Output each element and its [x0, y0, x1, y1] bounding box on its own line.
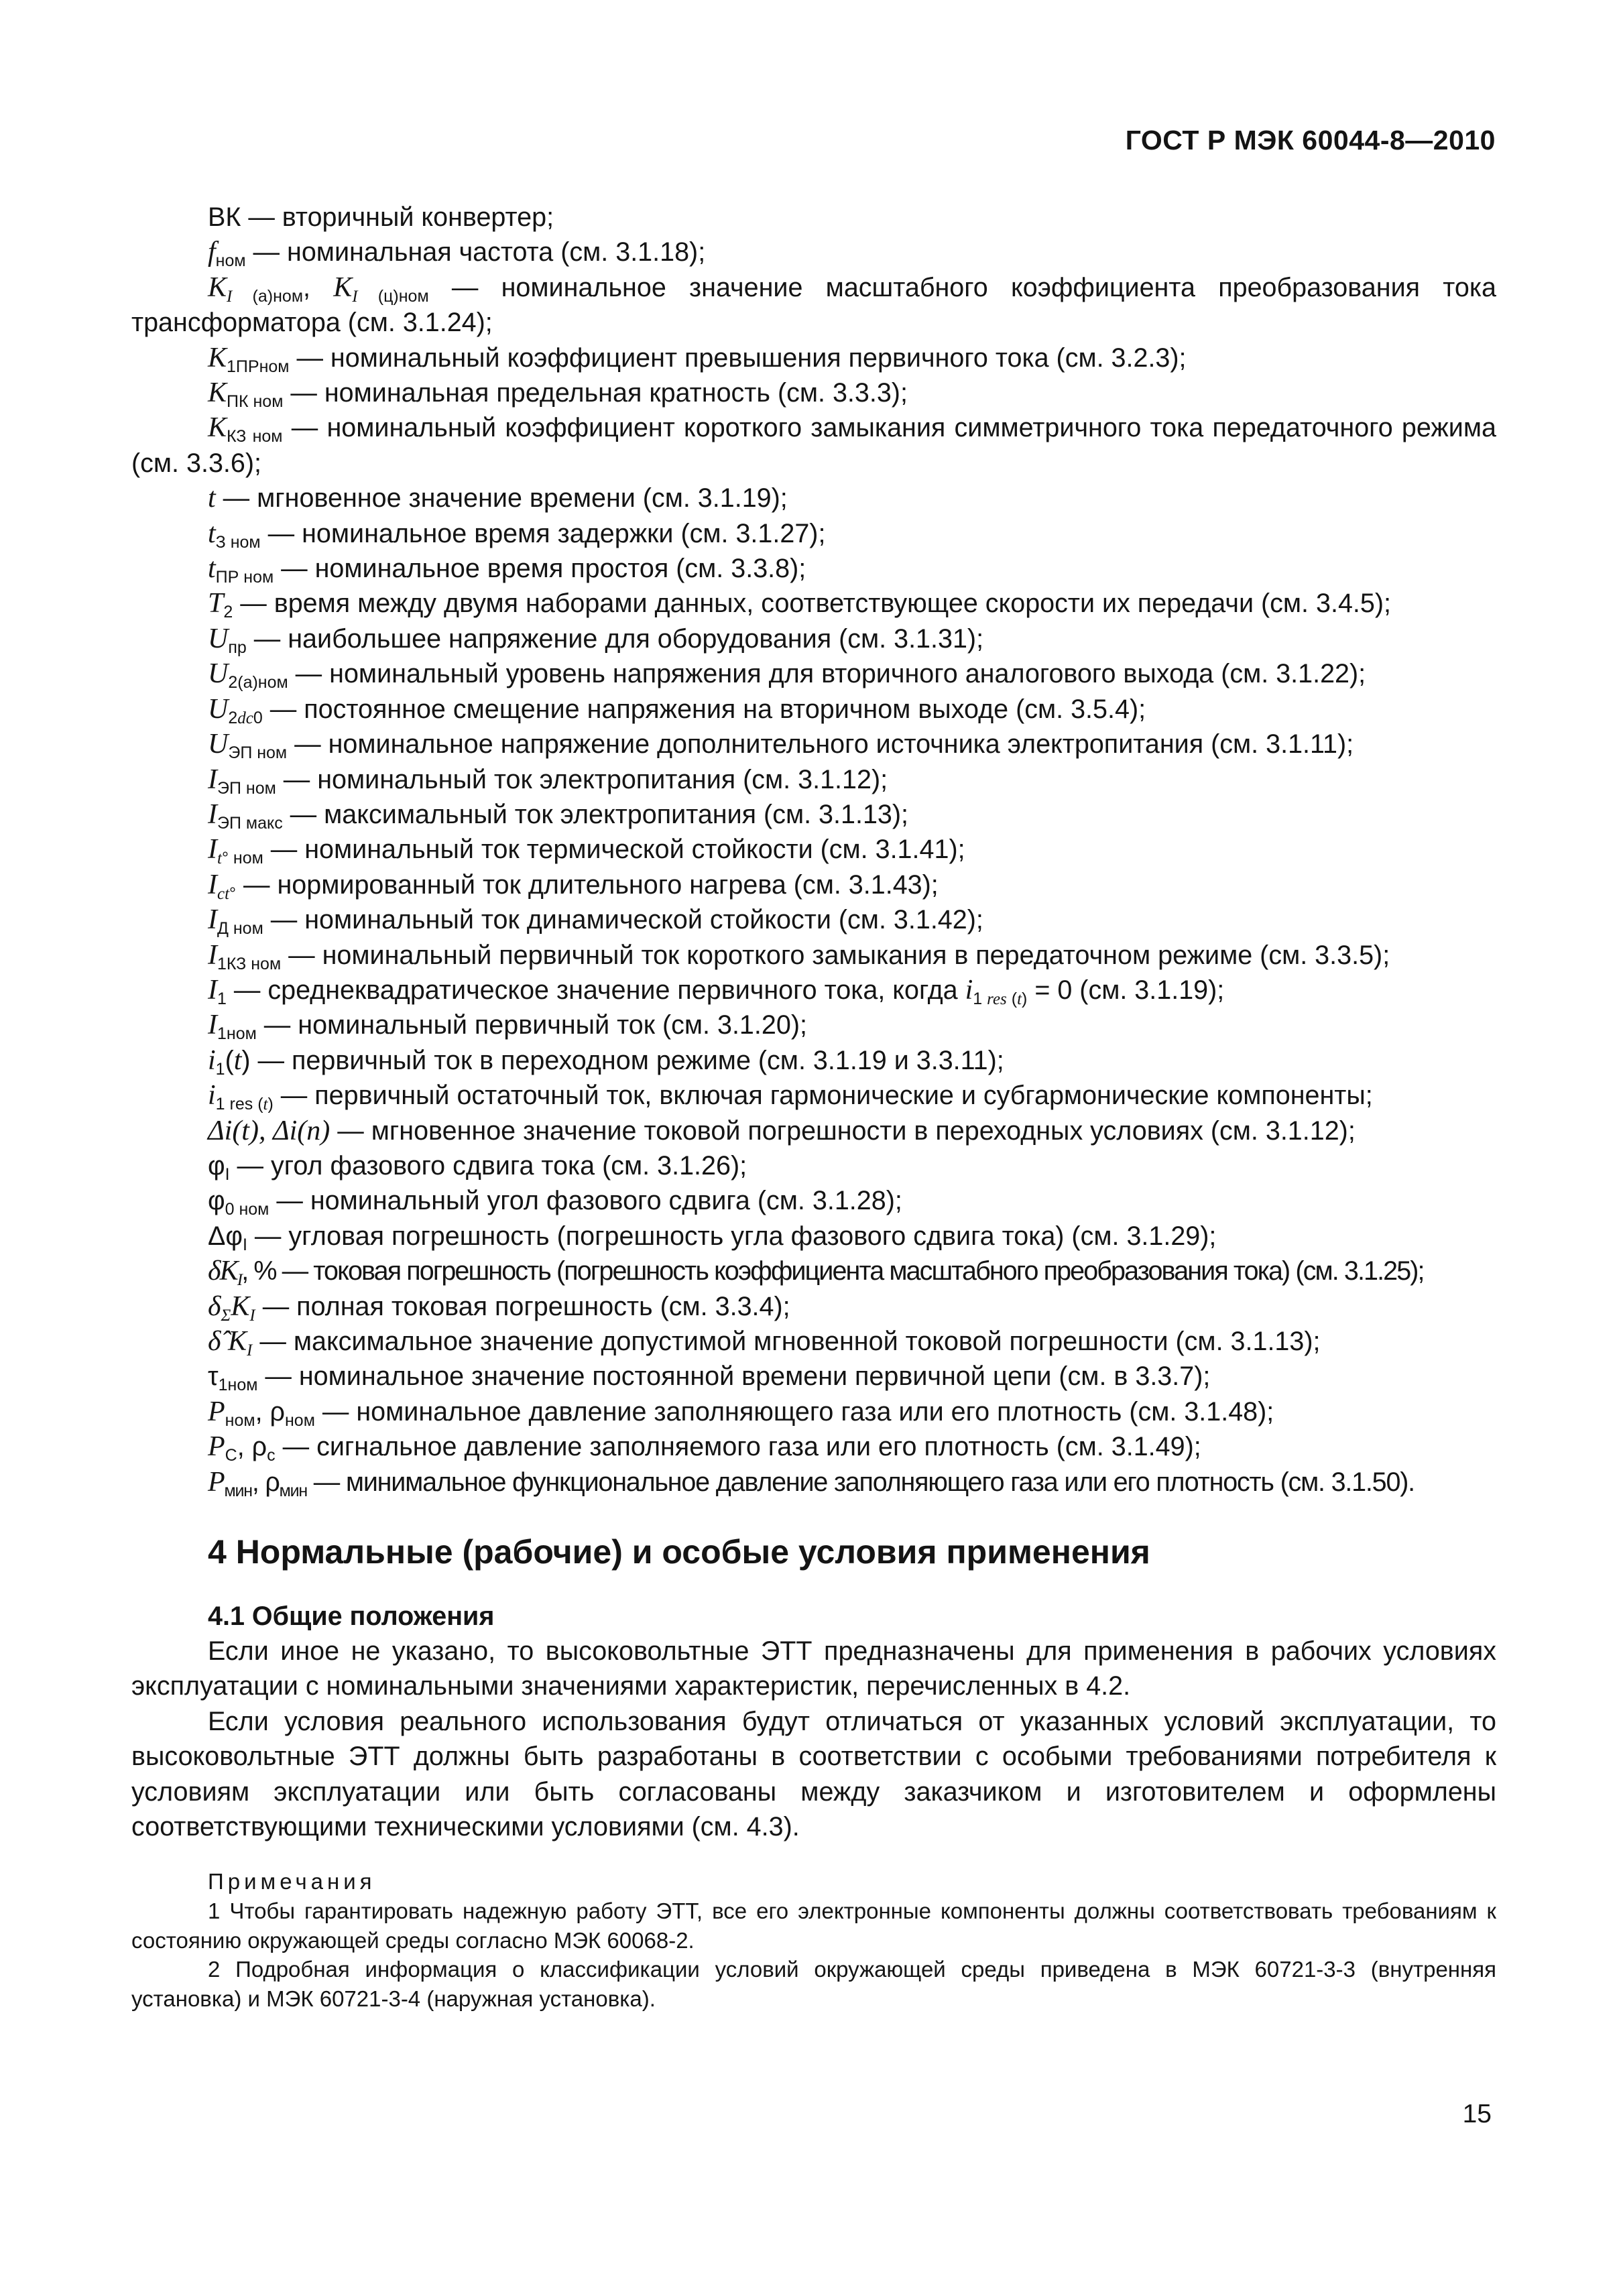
notes-heading: Примечания — [208, 1869, 376, 1894]
symbol-line: $I_{ЭП макс}$ — максимальный ток электропитания (см. 3.1.13); — [208, 798, 909, 833]
symbol-line: $\delta_\Sigma K_I$ — полная токовая погрешность (см. 3.3.4); — [208, 1290, 790, 1325]
note-2: 2 Подробная информация о классификации условий окружающей среды приведена в МЭК 60721-3-3 (внутренняя установка) и МЭК 60721-3-4 (наружная установка). — [131, 1957, 1496, 2011]
symbol-line: $t_{ПР ном}$ — номинальное время простоя (см. 3.3.8); — [208, 553, 806, 587]
section-4-1-paragraph-1: Если иное не указано, то высоковольтные ЭТТ предназначены для применения в рабочих условиях эксплуатации с номинальными значениями характеристик, перечисленных в 4.2. — [131, 1636, 1496, 1701]
symbol-line: $P_{мин}$, $\rho_{мин}$ — минимальное функциональное давление заполняющего газа или его плотность (см. 3.1.50). — [208, 1466, 1415, 1500]
section-4-1-paragraph-2: Если условия реального использования будут отличаться от указанных условий эксплуатации, то высоковольтные ЭТТ должны быть разработаны в соответствии с особыми требованиями потребителя к условиям эксплуатации или быть согласованы между заказчиком и изготовителем и оформлены соответствующими техническими условиями (см. 4.3). — [131, 1706, 1496, 1842]
symbol-line: $U_{ЭП ном}$ — номинальное напряжение дополнительного источника электропитания (см. 3.1.11); — [208, 729, 1354, 763]
symbol-line: $T_2$ — время между двумя наборами данных, соответствующее скорости их передачи (см. 3.4.5); — [208, 588, 1391, 622]
note-1: 1 Чтобы гарантировать надежную работу ЭТТ, все его электронные компоненты должны соответствовать требованиям к состоянию окружающей среды согласно МЭК 60068-2. — [131, 1898, 1496, 1953]
symbol-line: $K_{1ПРном}$ — номинальный коэффициент превышения первичного тока (см. 3.2.3); — [208, 342, 1187, 376]
section-4-heading: 4 Нормальные (рабочие) и особые условия применения — [208, 1533, 1150, 1571]
section-4-1-heading: 4.1 Общие положения — [208, 1602, 495, 1632]
symbol-line: $I_1$ — среднеквадратическое значение первичного тока, когда $i_{1 res (t)} = 0$ (см. 3.1.19); — [208, 974, 1225, 1008]
symbol-line: $I_{ct^\circ}$ — нормированный ток длительного нагрева (см. 3.1.43); — [208, 869, 939, 903]
symbol-line: $\delta K_I$, % — токовая погрешность (погрешность коэффициента масштабного преобразования тока) (см. 3.1.25); — [208, 1256, 1424, 1290]
page-content — [131, 200, 1496, 2013]
symbol-list — [131, 200, 1496, 1500]
symbol-line: $i_1(t)$ — первичный ток в переходном режиме (см. 3.1.19 и 3.3.11); — [208, 1044, 1004, 1079]
symbol-line: $\varphi_I$ — угол фазового сдвига тока (см. 3.1.26); — [208, 1150, 747, 1184]
symbol-line: $U_{2(а)ном}$ — номинальный уровень напряжения для вторичного аналогового выхода (см. 3.1.22); — [208, 658, 1366, 692]
symbol-line: $K_{I (а)ном}$, $K_{I (ц)ном}$ — номинальное значение масштабного коэффициента преобразования тока трансформатора (см. 3.1.24); — [131, 271, 1497, 338]
page-header: ГОСТ Р МЭК 60044-8—2010 — [1125, 125, 1496, 156]
symbol-line: $I_{Д ном}$ — номинальный ток динамической стойкости (см. 3.1.42); — [208, 904, 983, 939]
symbol-line: δ̂ $K_I$ — максимальное значение допустимой мгновенной токовой погрешности (см. 3.1.13); — [208, 1326, 1321, 1360]
symbol-line: $P_С$, $\rho_с$ — сигнальное давление заполняемого газа или его плотность (см. 3.1.49); — [208, 1431, 1201, 1465]
symbol-line: $\varphi_{0 ном}$ — номинальный угол фазового сдвига (см. 3.1.28); — [208, 1186, 902, 1219]
symbol-line: $U_{пр}$ — наибольшее напряжение для оборудования (см. 3.1.31); — [208, 623, 984, 657]
symbol-line: t — мгновенное значение времени (см. 3.1.19); — [208, 483, 788, 514]
symbol-line: $U_{2dc0}$ — постоянное смещение напряжения на вторичном выходе (см. 3.5.4); — [208, 693, 1146, 727]
symbol-line: $I_{1ном}$ — номинальный первичный ток (см. 3.1.20); — [208, 1010, 807, 1044]
page-number: 15 — [1462, 2100, 1492, 2128]
symbol-line: ВК — вторичный конвертер; — [208, 202, 554, 232]
symbol-line: $I_{ЭП ном}$ — номинальный ток электропитания (см. 3.1.12); — [208, 764, 888, 798]
symbol-line: $\tau_{1ном}$ — номинальное значение постоянной времени первичной цепи (см. в 3.3.7); — [208, 1362, 1211, 1395]
symbol-line: $f_{ном}$ — номинальная частота (см. 3.1.18); — [208, 237, 706, 271]
symbol-line: $I_{t^\circ ном}$ — номинальный ток термической стойкости (см. 3.1.41); — [208, 834, 965, 868]
symbol-line: $t_{З ном}$ — номинальное время задержки (см. 3.1.27); — [208, 518, 826, 552]
symbol-line: $I_{1КЗ ном}$ — номинальный первичный ток короткого замыкания в передаточном режиме (см. 3.3.5); — [208, 939, 1390, 973]
symbol-line: $i_{1 res (t)}$ — первичный остаточный ток, включая гармонические и субгармонические компоненты; — [208, 1080, 1373, 1114]
symbol-line: $K_{ПК ном}$ — номинальная предельная кратность (см. 3.3.3); — [208, 377, 908, 412]
symbol-line: Δi(t), Δi(n) — мгновенное значение токовой погрешности в переходных условиях (см. 3.1.12); — [208, 1115, 1356, 1146]
symbol-line: $P_{ном}$, $\rho_{ном}$ — номинальное давление заполняющего газа или его плотность (см. 3.1.48); — [208, 1396, 1274, 1430]
symbol-line: $\Delta\varphi_I$ — угловая погрешность (погрешность угла фазового сдвига тока) (см. 3.1.29); — [208, 1221, 1217, 1254]
symbol-line: $K_{КЗ ном}$ — номинальный коэффициент короткого замыкания симметричного тока передаточного режима (см. 3.3.6); — [131, 412, 1496, 478]
